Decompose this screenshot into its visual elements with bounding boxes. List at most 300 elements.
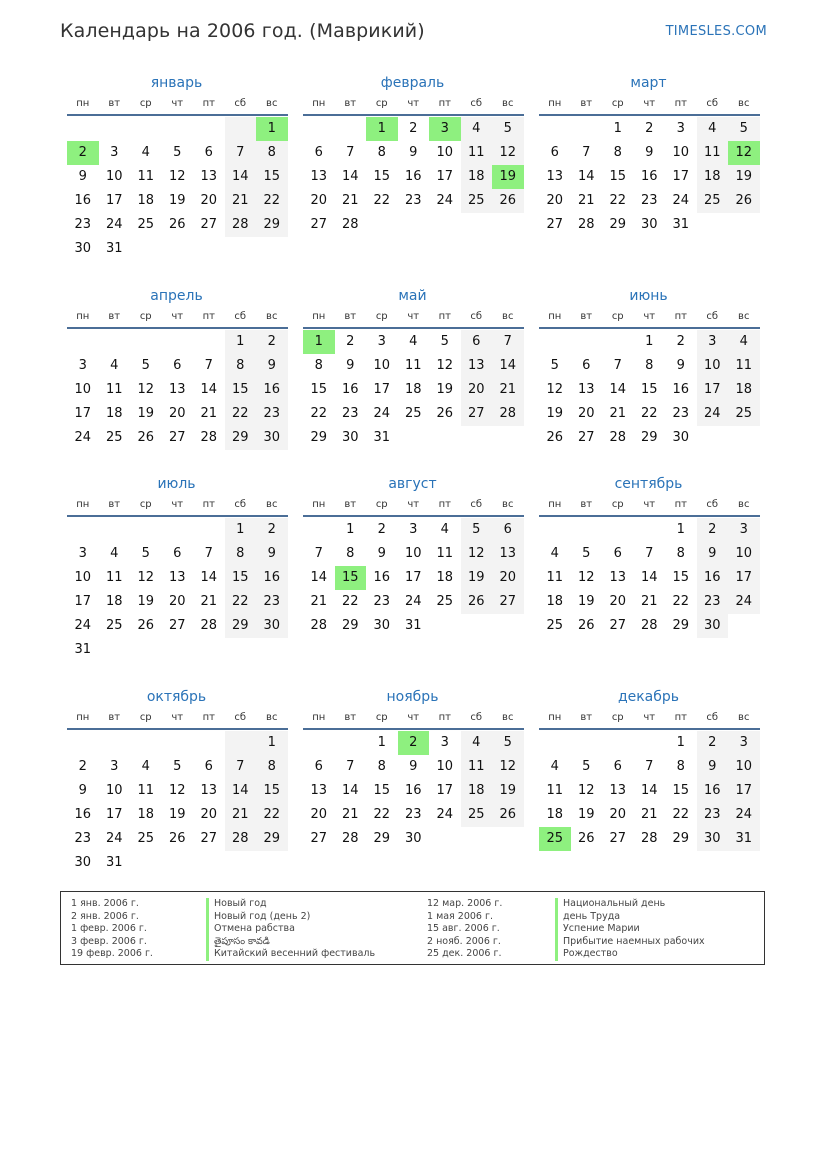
- day: 20: [546, 193, 564, 208]
- empty-cell: [602, 518, 634, 542]
- day: 11: [546, 783, 564, 798]
- weekday-label: вс: [738, 712, 750, 723]
- day: 15: [310, 382, 328, 397]
- weekday-label: чт: [643, 712, 656, 723]
- weekend-day: 25: [728, 402, 760, 426]
- day: 23: [373, 594, 391, 609]
- day: 15: [672, 783, 690, 798]
- weekday-label: сб: [706, 311, 719, 322]
- empty-cell: [366, 213, 398, 237]
- day: 3: [440, 735, 449, 750]
- day: 29: [310, 430, 328, 445]
- day: 10: [105, 169, 123, 184]
- day: 6: [582, 358, 591, 373]
- weekday-label: вс: [266, 499, 278, 510]
- day: 27: [310, 217, 328, 232]
- day: 18: [546, 594, 564, 609]
- day: 20: [310, 807, 328, 822]
- day: 9: [409, 759, 418, 774]
- day: 11: [436, 546, 454, 561]
- day: 15: [609, 169, 627, 184]
- day: 8: [645, 358, 654, 373]
- weekday-header: [303, 98, 524, 116]
- legend-right-dates: [427, 898, 502, 961]
- day: 24: [105, 831, 123, 846]
- weekday-header: [67, 499, 288, 517]
- day: 3: [676, 121, 685, 136]
- brand-link[interactable]: TIMESLES.COM: [665, 24, 767, 39]
- weekday-label: пн: [548, 712, 562, 723]
- weekday-label: сб: [470, 499, 483, 510]
- weekday-label: пн: [76, 499, 90, 510]
- day: 31: [74, 642, 92, 657]
- day: 7: [204, 358, 213, 373]
- day: 5: [141, 358, 150, 373]
- day: 1: [346, 522, 355, 537]
- day: 13: [577, 382, 595, 397]
- weekday-label: чт: [171, 712, 184, 723]
- empty-cell: [429, 213, 461, 237]
- day: 8: [346, 546, 355, 561]
- weekend-day: 24: [728, 590, 760, 614]
- legend-date: 19 февр. 2006 г.: [71, 948, 153, 959]
- day: 30: [373, 618, 391, 633]
- weekend-day: 5: [492, 731, 524, 755]
- empty-cell: [99, 330, 131, 354]
- weekday-label: вс: [738, 499, 750, 510]
- day: 16: [74, 807, 92, 822]
- empty-cell: [130, 237, 162, 261]
- weekday-label: сб: [706, 499, 719, 510]
- day-grid: [303, 518, 524, 638]
- day: 5: [141, 546, 150, 561]
- empty-cell: [492, 827, 524, 851]
- month-name: ноябрь: [386, 689, 439, 705]
- day: 14: [341, 169, 359, 184]
- weekday-label: пт: [438, 712, 451, 723]
- weekend-day: 27: [461, 402, 493, 426]
- day: 29: [609, 217, 627, 232]
- day: 30: [74, 241, 92, 256]
- weekday-label: вт: [580, 499, 593, 510]
- month-name: март: [630, 75, 667, 91]
- weekend-day: 10: [728, 755, 760, 779]
- weekend-day: 24: [697, 402, 729, 426]
- day: 1: [645, 334, 654, 349]
- empty-cell: [130, 851, 162, 875]
- day: 23: [640, 193, 658, 208]
- day: 29: [373, 831, 391, 846]
- day: 11: [404, 358, 422, 373]
- empty-cell: [162, 330, 194, 354]
- day: 28: [640, 831, 658, 846]
- holiday-day: 2: [398, 731, 430, 755]
- weekday-header: [303, 311, 524, 329]
- empty-cell: [67, 330, 99, 354]
- day: 23: [341, 406, 359, 421]
- weekday-label: ср: [375, 499, 388, 510]
- weekend-day: 28: [492, 402, 524, 426]
- weekend-day: 19: [461, 566, 493, 590]
- weekend-day: 19: [492, 779, 524, 803]
- weekend-day: 4: [461, 731, 493, 755]
- weekday-label: сб: [706, 98, 719, 109]
- weekend-day: 9: [256, 542, 288, 566]
- weekday-label: чт: [407, 712, 420, 723]
- month-11: [303, 688, 524, 851]
- empty-cell: [429, 614, 461, 638]
- legend-date: 2 янв. 2006 г.: [71, 910, 139, 922]
- day: 15: [373, 783, 391, 798]
- weekend-day: 28: [225, 213, 257, 237]
- weekend-day: 10: [728, 542, 760, 566]
- month-4: [67, 287, 288, 450]
- weekend-day: 13: [492, 542, 524, 566]
- day: 12: [546, 382, 564, 397]
- weekend-day: 30: [256, 614, 288, 638]
- month-name: февраль: [380, 75, 445, 91]
- empty-cell: [398, 213, 430, 237]
- weekday-label: вт: [344, 98, 357, 109]
- day: 18: [105, 594, 123, 609]
- weekend-day: 4: [697, 117, 729, 141]
- day: 19: [577, 594, 595, 609]
- day: 12: [436, 358, 454, 373]
- weekday-label: ср: [375, 712, 388, 723]
- empty-cell: [225, 117, 257, 141]
- empty-cell: [539, 731, 571, 755]
- day: 1: [676, 522, 685, 537]
- day: 7: [645, 546, 654, 561]
- weekday-label: пт: [202, 98, 215, 109]
- day: 21: [310, 594, 328, 609]
- day: 28: [609, 430, 627, 445]
- empty-cell: [398, 426, 430, 450]
- day: 31: [373, 430, 391, 445]
- month-8: [303, 475, 524, 638]
- weekday-label: вт: [108, 98, 121, 109]
- day: 24: [436, 193, 454, 208]
- day: 3: [78, 546, 87, 561]
- weekday-header: [67, 712, 288, 730]
- day: 8: [676, 546, 685, 561]
- weekday-label: сб: [470, 311, 483, 322]
- weekend-day: 15: [256, 779, 288, 803]
- day: 8: [314, 358, 323, 373]
- weekend-day: 28: [225, 827, 257, 851]
- day: 17: [105, 193, 123, 208]
- day: 25: [546, 618, 564, 633]
- weekend-day: 31: [728, 827, 760, 851]
- empty-cell: [193, 237, 225, 261]
- weekend-day: 26: [492, 189, 524, 213]
- weekend-day: 25: [697, 189, 729, 213]
- day: 24: [74, 618, 92, 633]
- day: 14: [200, 382, 218, 397]
- weekday-label: ср: [611, 311, 624, 322]
- weekend-day: 9: [256, 354, 288, 378]
- weekday-label: пт: [674, 311, 687, 322]
- day: 22: [310, 406, 328, 421]
- day: 26: [168, 831, 186, 846]
- empty-cell: [193, 638, 225, 662]
- weekday-label: ср: [375, 98, 388, 109]
- weekend-day: 26: [492, 803, 524, 827]
- weekend-day: 26: [461, 590, 493, 614]
- day: 15: [373, 169, 391, 184]
- empty-cell: [225, 731, 257, 755]
- weekday-label: ср: [611, 712, 624, 723]
- day: 7: [645, 759, 654, 774]
- day: 10: [404, 546, 422, 561]
- day: 23: [672, 406, 690, 421]
- weekday-label: ср: [139, 311, 152, 322]
- day: 4: [550, 759, 559, 774]
- weekend-day: 16: [697, 566, 729, 590]
- day: 4: [409, 334, 418, 349]
- weekend-day: 20: [461, 378, 493, 402]
- day: 27: [546, 217, 564, 232]
- weekend-day: 23: [697, 590, 729, 614]
- day: 13: [200, 783, 218, 798]
- day: 4: [440, 522, 449, 537]
- weekend-day: 3: [728, 518, 760, 542]
- month-name: июнь: [629, 288, 668, 304]
- day-grid: [303, 330, 524, 450]
- weekday-label: пт: [674, 98, 687, 109]
- weekend-day: 29: [225, 426, 257, 450]
- weekend-day: 24: [728, 803, 760, 827]
- day: 3: [110, 759, 119, 774]
- weekday-label: ср: [611, 499, 624, 510]
- day: 12: [577, 783, 595, 798]
- day: 20: [310, 193, 328, 208]
- day: 23: [74, 217, 92, 232]
- weekend-day: 8: [225, 542, 257, 566]
- weekend-day: 4: [728, 330, 760, 354]
- weekend-day: 21: [492, 378, 524, 402]
- weekday-label: ср: [139, 712, 152, 723]
- day: 9: [409, 145, 418, 160]
- day: 5: [173, 145, 182, 160]
- weekday-header: [67, 311, 288, 329]
- day: 7: [314, 546, 323, 561]
- day-grid: [539, 731, 760, 851]
- weekend-day: 12: [461, 542, 493, 566]
- day: 21: [341, 807, 359, 822]
- empty-cell: [697, 213, 729, 237]
- empty-cell: [193, 117, 225, 141]
- weekend-day: 19: [728, 165, 760, 189]
- weekday-label: сб: [470, 712, 483, 723]
- weekend-day: 15: [225, 566, 257, 590]
- day: 26: [577, 831, 595, 846]
- day: 4: [550, 546, 559, 561]
- empty-cell: [571, 117, 603, 141]
- day: 8: [377, 145, 386, 160]
- day: 18: [546, 807, 564, 822]
- day: 9: [676, 358, 685, 373]
- weekday-label: вс: [502, 98, 514, 109]
- month-1: [67, 74, 288, 261]
- weekend-day: 22: [225, 590, 257, 614]
- day: 17: [74, 406, 92, 421]
- day: 28: [341, 831, 359, 846]
- weekday-label: пн: [548, 499, 562, 510]
- weekend-day: 6: [461, 330, 493, 354]
- weekend-day: 29: [256, 213, 288, 237]
- weekday-label: чт: [171, 499, 184, 510]
- legend-date: 12 мар. 2006 г.: [427, 898, 503, 909]
- empty-cell: [193, 330, 225, 354]
- day: 1: [613, 121, 622, 136]
- empty-cell: [256, 851, 288, 875]
- day: 8: [377, 759, 386, 774]
- month-name: апрель: [150, 288, 203, 304]
- day: 13: [168, 570, 186, 585]
- weekday-label: сб: [234, 98, 247, 109]
- day: 27: [609, 831, 627, 846]
- weekend-day: 2: [256, 330, 288, 354]
- weekday-label: сб: [706, 712, 719, 723]
- day: 10: [105, 783, 123, 798]
- legend-name: Новый год (день 2): [206, 911, 375, 924]
- day: 17: [105, 807, 123, 822]
- weekday-label: чт: [643, 98, 656, 109]
- day: 17: [436, 783, 454, 798]
- day: 15: [672, 570, 690, 585]
- weekend-day: 21: [225, 189, 257, 213]
- day: 12: [137, 570, 155, 585]
- day: 16: [341, 382, 359, 397]
- empty-cell: [99, 731, 131, 755]
- day: 5: [582, 546, 591, 561]
- day: 29: [640, 430, 658, 445]
- weekend-day: 13: [461, 354, 493, 378]
- empty-cell: [303, 731, 335, 755]
- empty-cell: [539, 330, 571, 354]
- weekday-label: пт: [438, 98, 451, 109]
- day: 20: [609, 594, 627, 609]
- weekday-label: пн: [312, 311, 326, 322]
- weekday-header: [539, 499, 760, 517]
- day: 29: [672, 831, 690, 846]
- day: 24: [373, 406, 391, 421]
- day: 6: [550, 145, 559, 160]
- legend-name: Отмена рабства: [206, 923, 375, 936]
- empty-cell: [225, 237, 257, 261]
- weekend-day: 15: [256, 165, 288, 189]
- day: 21: [200, 594, 218, 609]
- weekday-label: вс: [738, 98, 750, 109]
- empty-cell: [634, 731, 666, 755]
- weekend-day: 7: [492, 330, 524, 354]
- empty-cell: [539, 518, 571, 542]
- day: 25: [137, 217, 155, 232]
- weekday-label: пн: [548, 98, 562, 109]
- weekday-label: вс: [266, 712, 278, 723]
- day: 9: [78, 169, 87, 184]
- weekday-label: чт: [643, 311, 656, 322]
- day: 22: [341, 594, 359, 609]
- day: 20: [200, 807, 218, 822]
- weekend-day: 17: [697, 378, 729, 402]
- weekend-day: 22: [256, 189, 288, 213]
- day: 7: [346, 759, 355, 774]
- weekend-day: 23: [256, 402, 288, 426]
- weekday-label: чт: [407, 499, 420, 510]
- weekday-label: пн: [76, 311, 90, 322]
- holiday-day: 25: [539, 827, 571, 851]
- day: 3: [377, 334, 386, 349]
- day: 5: [440, 334, 449, 349]
- empty-cell: [130, 638, 162, 662]
- weekday-label: чт: [643, 499, 656, 510]
- day: 11: [137, 169, 155, 184]
- day: 27: [310, 831, 328, 846]
- month-name: октябрь: [146, 689, 207, 705]
- weekday-label: вс: [502, 311, 514, 322]
- day: 13: [546, 169, 564, 184]
- day: 19: [168, 807, 186, 822]
- day-grid: [303, 731, 524, 851]
- weekday-label: пн: [76, 712, 90, 723]
- empty-cell: [461, 213, 493, 237]
- day: 1: [676, 735, 685, 750]
- legend-name: Новый год: [206, 898, 375, 911]
- holiday-day: 1: [256, 117, 288, 141]
- day: 2: [78, 759, 87, 774]
- day: 9: [78, 783, 87, 798]
- day: 20: [168, 594, 186, 609]
- legend-name: Китайский весенний фестиваль: [206, 948, 375, 961]
- day: 22: [672, 807, 690, 822]
- weekday-label: пт: [438, 499, 451, 510]
- weekend-day: 5: [461, 518, 493, 542]
- empty-cell: [162, 638, 194, 662]
- empty-cell: [67, 117, 99, 141]
- weekend-day: 14: [225, 165, 257, 189]
- month-name: декабрь: [617, 689, 680, 705]
- day: 3: [78, 358, 87, 373]
- day: 12: [168, 169, 186, 184]
- holiday-day: 1: [366, 117, 398, 141]
- day: 5: [550, 358, 559, 373]
- weekday-header: [67, 98, 288, 116]
- day: 16: [373, 570, 391, 585]
- legend-date: 1 янв. 2006 г.: [71, 898, 139, 909]
- day: 10: [672, 145, 690, 160]
- month-2: [303, 74, 524, 237]
- weekday-header: [303, 712, 524, 730]
- day: 18: [404, 382, 422, 397]
- holiday-day: 2: [67, 141, 99, 165]
- legend-name: день Труда: [555, 911, 705, 924]
- weekend-day: 29: [225, 614, 257, 638]
- day: 3: [110, 145, 119, 160]
- day: 25: [404, 406, 422, 421]
- weekday-label: пт: [202, 311, 215, 322]
- day: 17: [404, 570, 422, 585]
- legend-date: 15 авг. 2006 г.: [427, 923, 500, 934]
- weekend-day: 12: [492, 755, 524, 779]
- day: 5: [173, 759, 182, 774]
- empty-cell: [256, 638, 288, 662]
- weekend-day: 11: [697, 141, 729, 165]
- weekday-label: ср: [611, 98, 624, 109]
- day: 21: [640, 594, 658, 609]
- legend-date: 1 мая 2006 г.: [427, 910, 493, 922]
